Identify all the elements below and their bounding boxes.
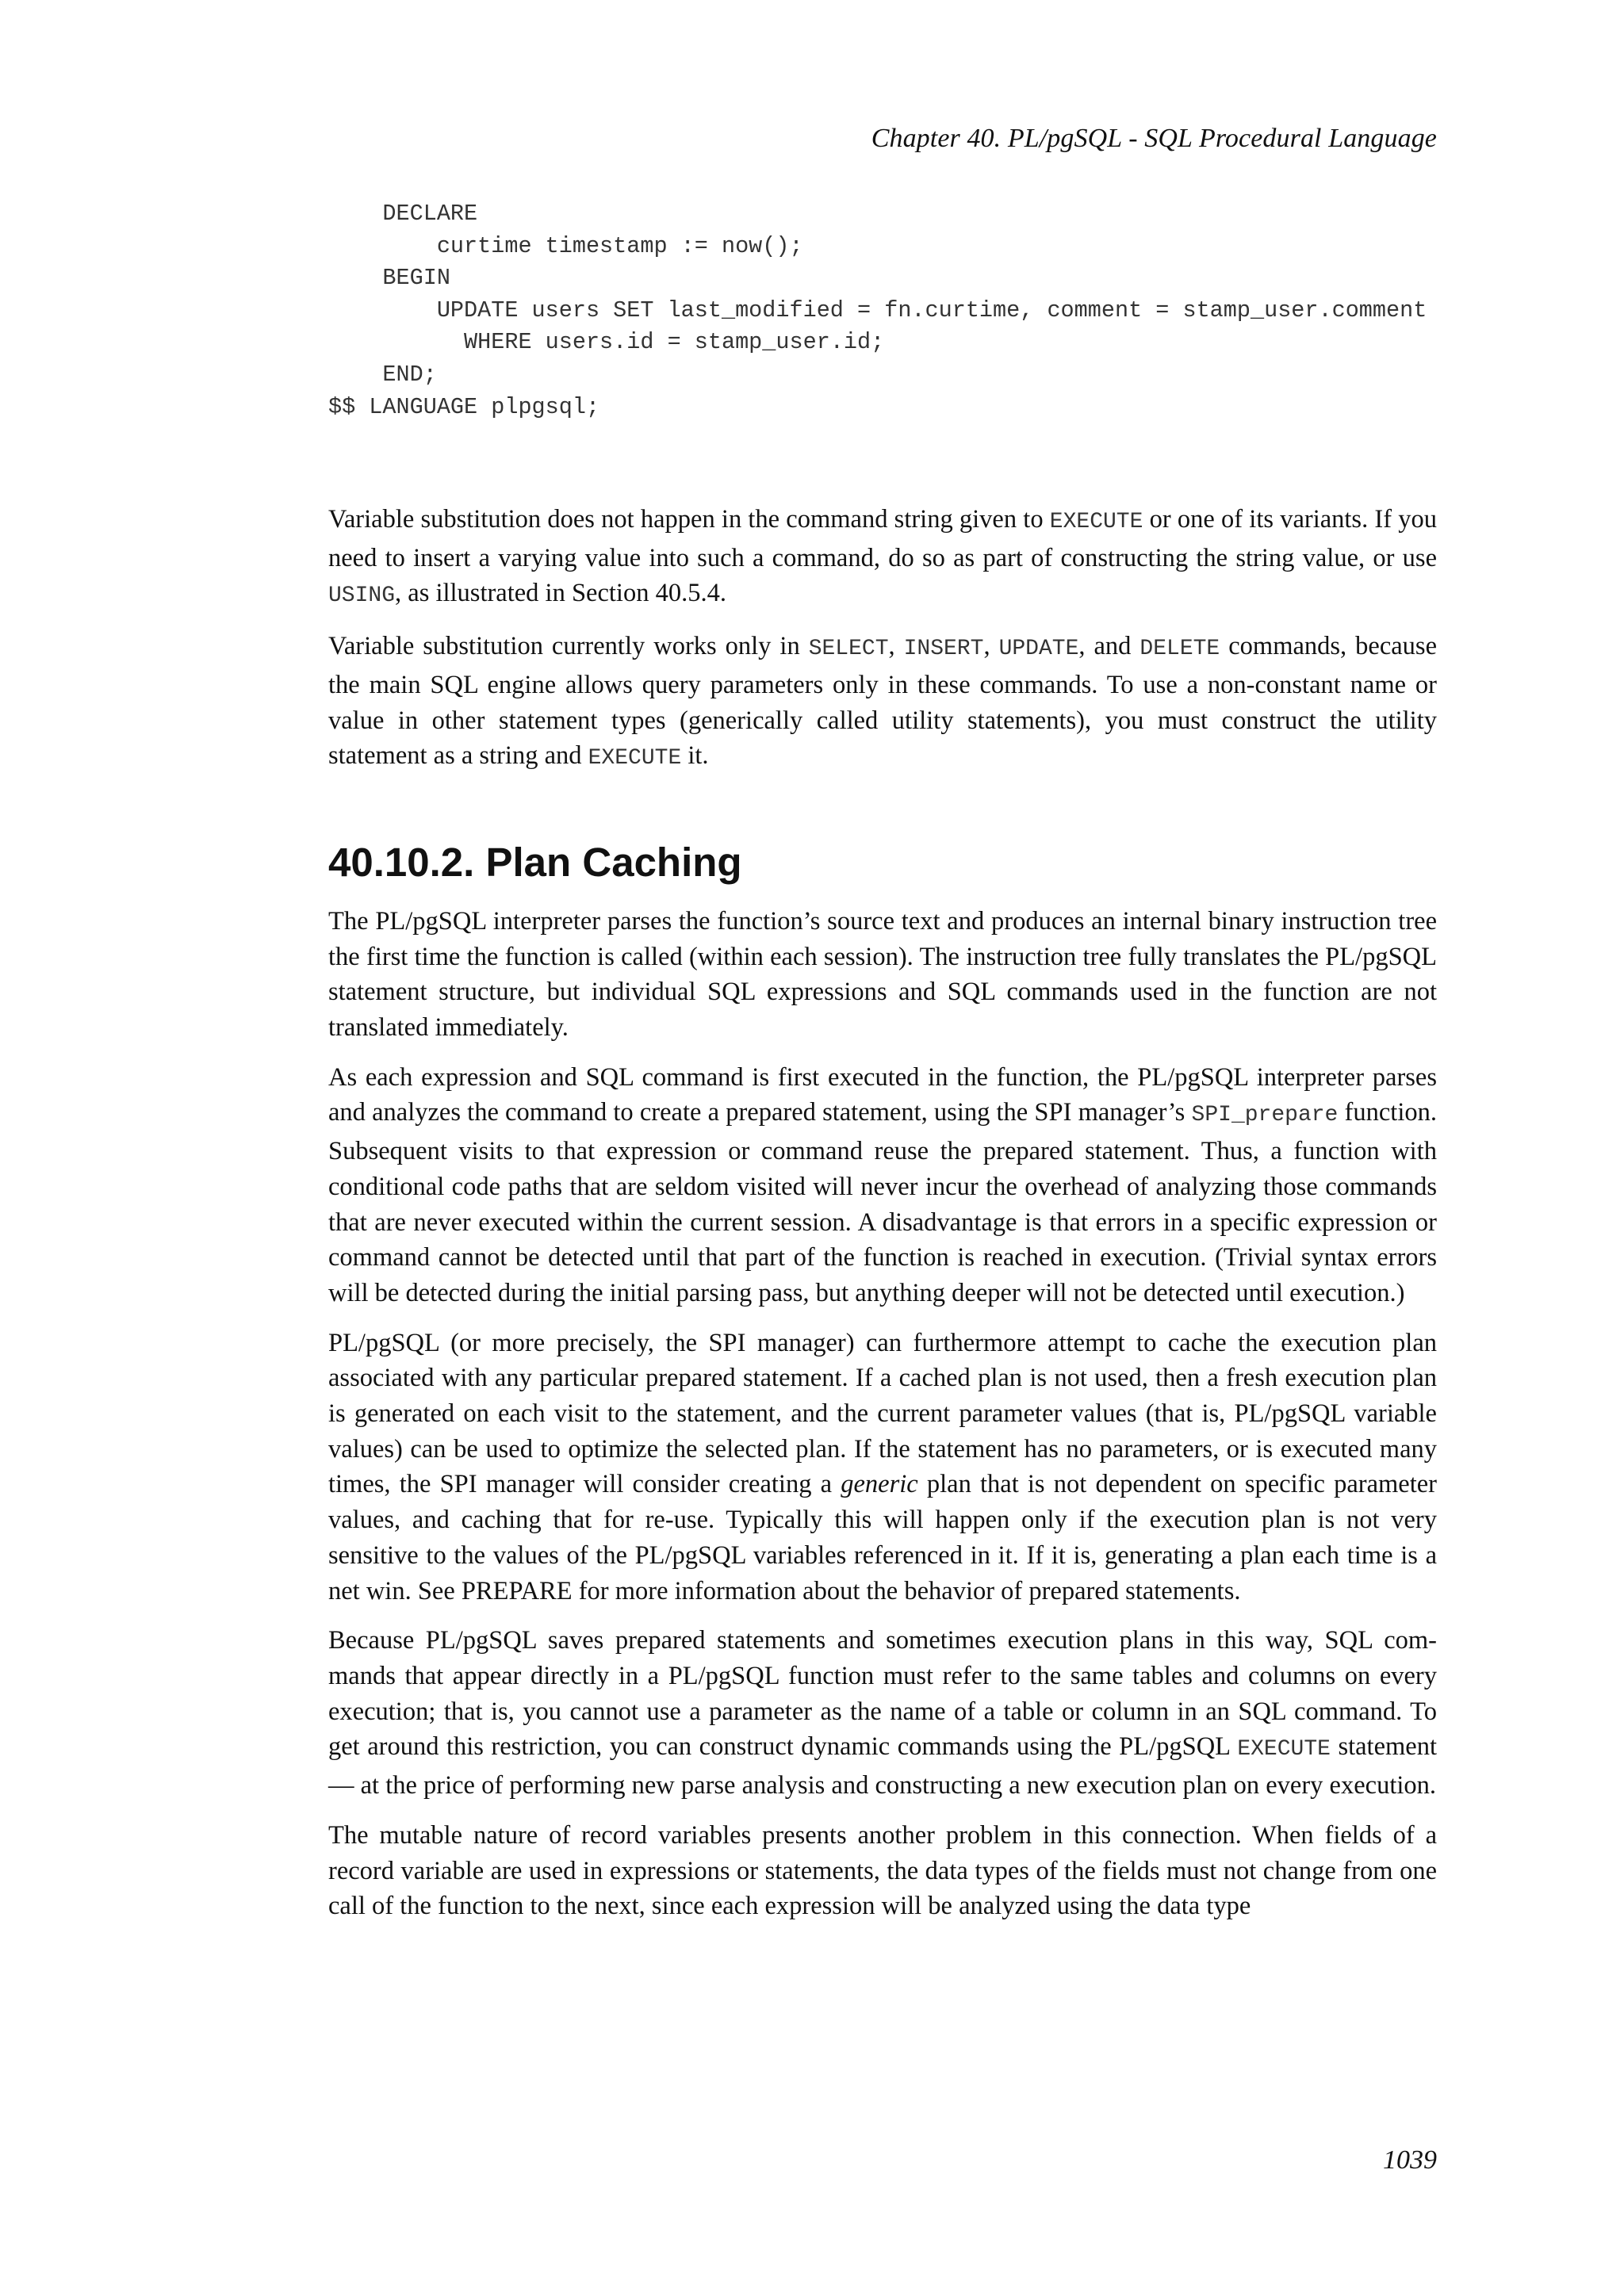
code-line: $$ LANGUAGE plpgsql; <box>328 393 600 420</box>
code-line: DECLARE <box>328 201 478 227</box>
paragraph-substitution-commands: Variable substitution currently works only in SELECT, INSERT, UPDATE, and DELETE commands, because the main SQL engine allows query parameters only in these commands. To use a non-constant name or value in other statement types (generically called utility statements), you must construct the utility statement as a string and EXECUTE it. <box>328 632 1437 771</box>
code-line: UPDATE users SET last_modified = fn.curtime, comment = stamp_user.comment <box>328 297 1427 323</box>
page-number: 1039 <box>1383 2145 1437 2175</box>
code-line: BEGIN <box>328 265 450 292</box>
paragraph-record-variables: The mutable nature of record variables presents another problem in this connection. When fields of a record variable are used in expressions or statements, the data types of the fields must not change from one call of the function to the next, since each expression will be analyzed using the data type <box>328 1820 1437 1921</box>
inline-code: USING <box>328 584 396 609</box>
code-block <box>328 198 1427 423</box>
inline-code: UPDATE <box>998 637 1079 662</box>
paragraph-prepared-statement: As each expression and SQL command is first executed in the function, the PL/pgSQL interpreter parses and analyzes the command to create a prepared statement, using the SPI manager’s SPI_prepare function. Subsequent visits to that expression or command reuse the prepared statement. Thus, a function with conditional code paths that are seldom visited will never incur the overhead of analyzing those commands that are never executed within the current session. A disadvantage is that errors in a specific expression or command cannot be detected until that part of the function is reached in execution. (Trivial syntax errors will be detected during the initial parsing pass, but anything deeper will not be detected until execution.) <box>328 1062 1437 1307</box>
inline-code: EXECUTE <box>1237 1737 1331 1762</box>
section-heading: 40.10.2. Plan Caching <box>328 839 742 885</box>
inline-code: EXECUTE <box>1049 510 1143 534</box>
inline-code: SPI_prepare <box>1191 1103 1339 1128</box>
code-line: WHERE users.id = stamp_user.id; <box>328 329 885 356</box>
running-header: Chapter 40. PL/pgSQL - SQL Procedural Language <box>871 124 1437 153</box>
inline-code: EXECUTE <box>588 746 682 771</box>
inline-code: INSERT <box>903 637 984 662</box>
paragraph-plan-cache: PL/pgSQL (or more precisely, the SPI manager) can furthermore attempt to cache the execution plan associated with any particular prepared statement. If a cached plan is not used, then a fresh execution plan is generated on each visit to the statement, and the current parameter values (that is, PL/pgSQL variable values) can be used to optimize the selected plan. If the statement has no parameters, or is executed many times, the SPI manager will consider creating a generic plan that is not dependent on specific parameter values, and caching that for re-use. Typically this will happen only if the execution plan is not very sensitive to the values of the PL/pgSQL variables referenced in it. If it is, generating a plan each time is a net win. See PREPARE for more information about the behavior of prepared statements. <box>328 1328 1437 1605</box>
inline-code: SELECT <box>808 637 889 662</box>
paragraph-execute-substitution: Variable substitution does not happen in the command string given to EXECUTE or one of its variants. If you need to insert a varying value into such a command, do so as part of constructing the string value, or use USING, as illustrated in Section 40.5.4. <box>328 505 1438 609</box>
paragraph-interpreter: The PL/pgSQL interpreter parses the function’s source text and produces an internal binary instruction tree the first time the function is called (within each session). The instruction tree fully translates the PL/pgSQL statement structure, but individual SQL expressions and SQL commands used in the function are not translated immediately. <box>328 906 1437 1043</box>
emphasis: generic <box>841 1470 918 1499</box>
body-text <box>328 502 1437 1938</box>
code-line: END; <box>328 361 437 388</box>
inline-code: DELETE <box>1139 637 1220 662</box>
paragraph-restriction: Because PL/pgSQL saves prepared statements and sometimes execution plans in this way, SQL com-mands that appear directly in a PL/pgSQL function must refer to the same tables and columns on every execution; that is, you cannot use a parameter as the name of a table or column in an SQL command. To get around this restriction, you can construct dynamic commands using the PL/pgSQL EXECUTE statement — at the price of performing new parse analysis and constructing a new execution plan on every execution. <box>328 1626 1437 1800</box>
code-line: curtime timestamp := now(); <box>328 232 803 259</box>
